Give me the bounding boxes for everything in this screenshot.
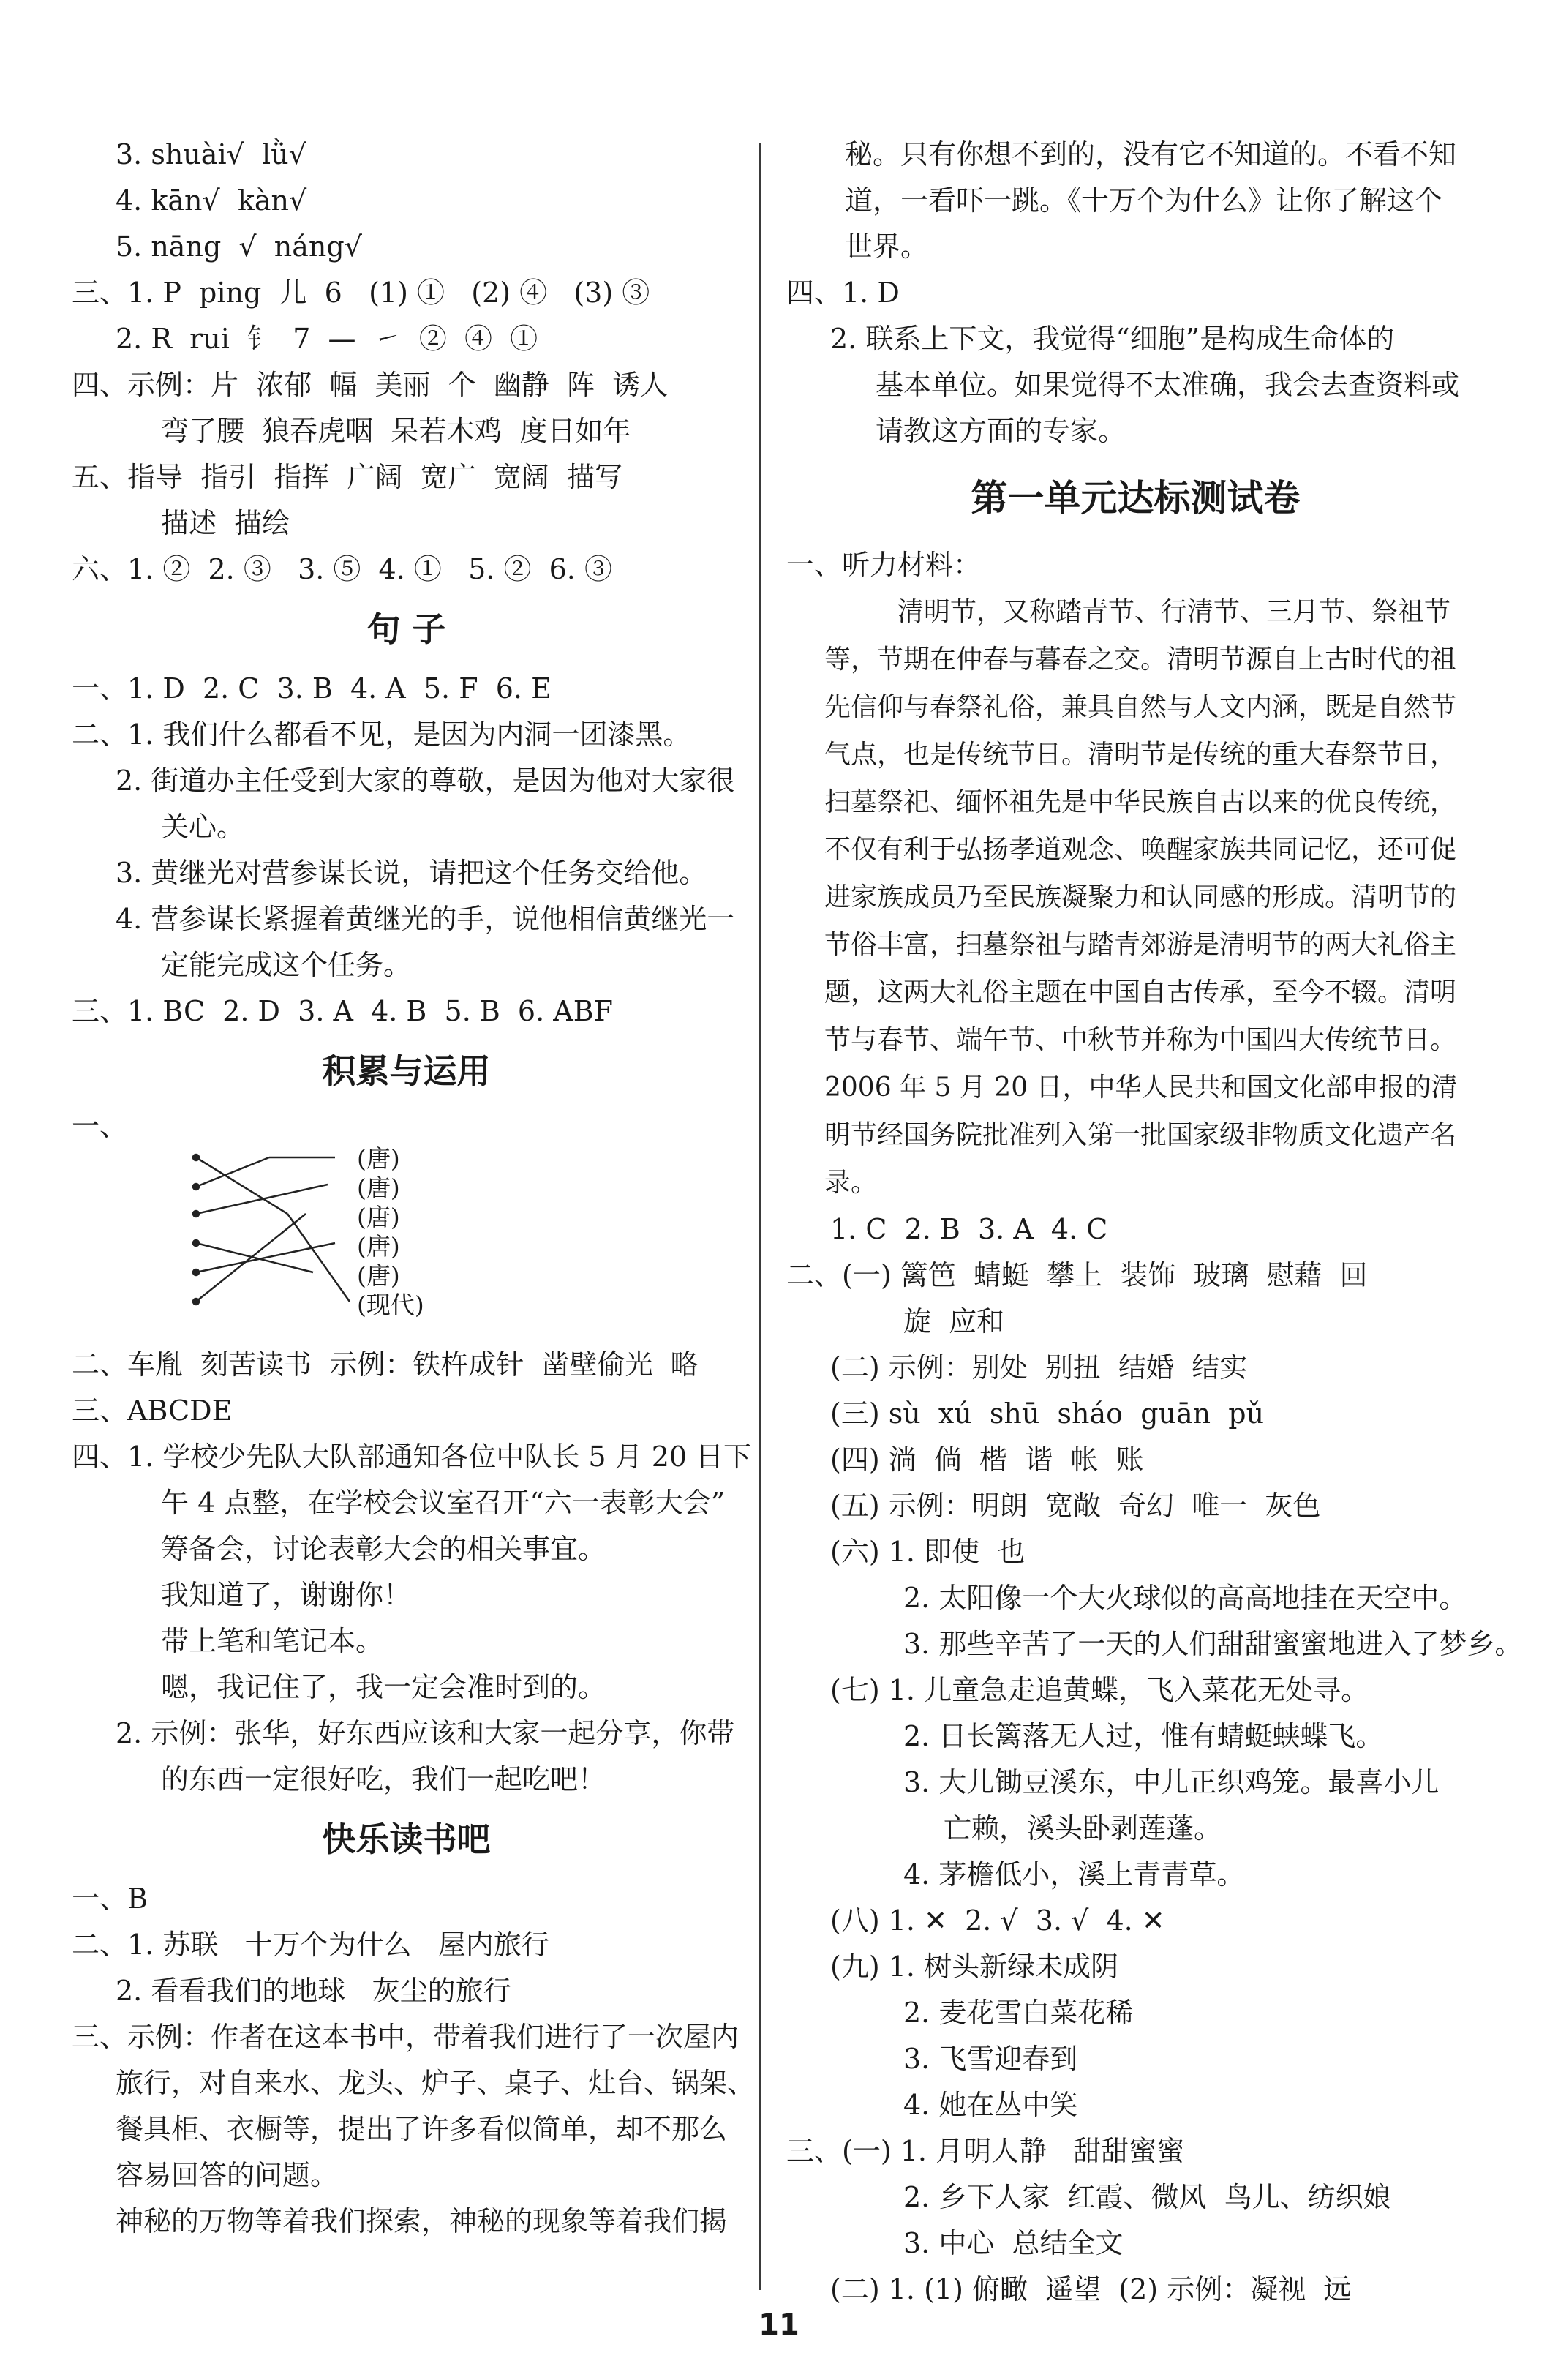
right-column [786, 132, 1523, 2313]
section-heading-accumulation: 积累与运用 [322, 1051, 491, 1091]
section-heading-unit-test: 第一单元达标测试卷 [971, 477, 1301, 519]
dynasty-label: (现代) [357, 1291, 424, 1319]
answer-line: 我知道了，谢谢你！ [161, 1579, 412, 1611]
match-dot [193, 1269, 199, 1275]
match-line [287, 1214, 350, 1302]
match-line [196, 1157, 287, 1214]
match-line [196, 1185, 328, 1214]
answer-line: 2. R rui 钅 7 — ㇀ ② ④ ① [116, 323, 538, 355]
answer-line: 2. 看看我们的地球 灰尘的旅行 [116, 1975, 511, 2007]
answer-line: 4. 营参谋长紧握着黄继光的手，说他相信黄继光一 [116, 903, 735, 935]
answer-line: 3. 大儿锄豆溪东，中儿正织鸡笼。最喜小儿 [903, 1766, 1440, 1798]
answer-line: 四、1. 学校少先队大队部通知各位中队长 5 月 20 日下 [72, 1441, 752, 1473]
dynasty-label: (唐) [357, 1174, 400, 1202]
answer-line: 四、1. D [786, 277, 900, 309]
answer-line: 一、B [72, 1882, 148, 1915]
column-divider [759, 143, 761, 2290]
answer-line: 餐具柜、衣橱等，提出了许多看似简单，却不那么 [116, 2113, 728, 2145]
answer-line: (三) sù xú shū sháo guān pǔ [830, 1397, 1265, 1430]
answer-line: 四、示例：片 浓郁 幅 美丽 个 幽静 阵 诱人 [72, 369, 669, 401]
answer-line: 旋 应和 [903, 1305, 1005, 1337]
answer-line: (五) 示例：明朗 宽敞 奇幻 唯一 灰色 [830, 1490, 1321, 1522]
answer-line: 4. 茅檐低小，溪上青青草。 [903, 1858, 1245, 1891]
answer-line: 2. 乡下人家 红霞、微风 鸟儿、纺织娘 [903, 2181, 1391, 2213]
answer-line: 2. 麦花雪白菜花稀 [903, 1997, 1134, 2029]
answer-line: 4. 她在丛中笑 [903, 2089, 1078, 2121]
answer-line: 神秘的万物等着我们探索，神秘的现象等着我们揭 [116, 2205, 728, 2237]
answer-line: (二) 示例：别处 别扭 结婚 结实 [830, 1351, 1248, 1384]
section-heading-reading: 快乐读书吧 [322, 1820, 491, 1859]
match-dot [193, 1299, 199, 1305]
answer-line: 定能完成这个任务。 [161, 949, 412, 981]
answer-line: 一、1. D 2. C 3. B 4. A 5. F 6. E [72, 672, 552, 705]
answer-line: 2. 街道办主任受到大家的尊敬，是因为他对大家很 [116, 765, 735, 797]
listening-material-text: 清明节，又称踏青节、行清节、三月节、祭祖节等，节期在仲春与暮春之交。清明节源自上古时代的祖先信仰与春祭礼俗，兼具自然与人文内涵，既是自然节气点，也是传统节日。清明节是传统的重大春祭节日，扫墓祭祀、缅怀祖先是中华民族自古以来的优良传统，不仅有利于弘扬孝道观念、唤醒家族共同记忆，还可促进家族成员乃至民族凝聚力和认同感的形成。清明节的节俗丰富，扫墓祭祖与踏青郊游是清明节的两大礼俗主题，这两大礼俗主题在中国自古传承，至今不辍。清明节与春节、端午节、中秋节并称为中国四大传统节日。2006 年 5 月 20 日，中华人民共和国文化部申报的清明节经国务院批准列入第一批国家级非物质文化遗产名录。 [824, 597, 1458, 1198]
match-dot [193, 1184, 199, 1190]
answer-line: (九) 1. 树头新绿未成阴 [830, 1951, 1119, 1983]
answer-line: 世界。 [845, 230, 929, 263]
match-dot [193, 1155, 199, 1160]
answer-line: 二、1. 苏联 十万个为什么 屋内旅行 [72, 1929, 549, 1961]
answer-line: 五、指导 指引 指挥 广阔 宽广 宽阔 描写 [72, 461, 622, 493]
answer-line: 三、1. P ping 儿 6 (1) ① (2) ④ (3) ③ [72, 277, 650, 309]
answer-line: 弯了腰 狼吞虎咽 呆若木鸡 度日如年 [161, 415, 631, 447]
answer-line: 容易回答的问题。 [116, 2159, 339, 2191]
answer-line: (八) 1. ✕ 2. √ 3. √ 4. ✕ [830, 1904, 1165, 1937]
section-heading-sentence: 句 子 [366, 609, 446, 649]
answer-line: 3. 中心 总结全文 [903, 2227, 1124, 2259]
poem-matching-diagram [116, 1144, 741, 1342]
answer-line: 嗯，我记住了，我一定会准时到的。 [161, 1671, 606, 1703]
answer-line: 关心。 [161, 811, 245, 843]
answer-line: 带上笔和笔记本。 [161, 1625, 384, 1657]
answer-line: 请教这方面的专家。 [876, 415, 1126, 447]
answer-line: 2. 太阳像一个大火球似的高高地挂在天空中。 [903, 1582, 1467, 1614]
answer-line: 描述 描绘 [161, 507, 290, 539]
answer-line: 六、1. ② 2. ③ 3. ⑤ 4. ① 5. ② 6. ③ [72, 553, 612, 585]
answer-line: 三、1. BC 2. D 3. A 4. B 5. B 6. ABF [72, 995, 613, 1027]
answer-line: 3. 那些辛苦了一天的人们甜甜蜜蜜地进入了梦乡。 [903, 1628, 1523, 1660]
answer-line: 的东西一定很好吃，我们一起吃吧！ [161, 1763, 606, 1795]
answer-line: 2. 联系上下文，我觉得“细胞”是构成生命体的 [830, 323, 1395, 355]
answer-line: 3. shuài√ lǜ√ [116, 138, 306, 170]
left-column [72, 132, 756, 2245]
dynasty-label: (唐) [357, 1144, 400, 1173]
answer-line: 二、(一) 篱笆 蜻蜓 攀上 装饰 玻璃 慰藉 回 [786, 1259, 1368, 1291]
dynasty-label: (唐) [357, 1232, 400, 1261]
poem-matching-label: 一、 [72, 1110, 128, 1142]
answer-line: 二、车胤 刻苦读书 示例：铁杵成针 凿壁偷光 略 [72, 1348, 699, 1381]
answer-line: 三、(一) 1. 月明人静 甜甜蜜蜜 [786, 2135, 1185, 2167]
answer-line: 3. 黄继光对营参谋长说，请把这个任务交给他。 [116, 857, 707, 889]
answer-line: 3. 飞雪迎春到 [903, 2043, 1078, 2075]
dynasty-label: (唐) [357, 1203, 400, 1231]
page-number: 11 [759, 2308, 799, 2342]
answer-line: 旅行，对自来水、龙头、炉子、桌子、灶台、锅架、 [116, 2067, 756, 2099]
answer-line: 2. 日长篱落无人过，惟有蜻蜓蛱蝶飞。 [903, 1720, 1384, 1752]
answer-line: 4. kān√ kàn√ [116, 184, 307, 217]
match-dot [193, 1240, 199, 1246]
answer-line: 2. 示例：张华，好东西应该和大家一起分享，你带 [116, 1717, 735, 1749]
answer-line: (六) 1. 即使 也 [830, 1536, 1026, 1568]
answer-line: 午 4 点整，在学校会议室召开“六一表彰大会” [161, 1487, 726, 1519]
answer-line: (二) 1. (1) 俯瞰 遥望 (2) 示例：凝视 远 [830, 2273, 1352, 2305]
answer-line: 三、示例：作者在这本书中，带着我们进行了一次屋内 [72, 2021, 740, 2053]
match-line [196, 1157, 269, 1187]
answer-line: 亡赖，溪头卧剥莲蓬。 [944, 1812, 1222, 1844]
answer-line: 二、1. 我们什么都看不见，是因为内洞一团漆黑。 [72, 718, 691, 751]
answer-line: 三、ABCDE [72, 1394, 233, 1427]
answer-line: 1. C 2. B 3. A 4. C [830, 1213, 1108, 1245]
match-dot [193, 1211, 199, 1217]
answer-line: 道，一看吓一跳。《十万个为什么》让你了解这个 [845, 184, 1443, 217]
answer-line: (七) 1. 儿童急走追黄蝶，飞入菜花无处寻。 [830, 1674, 1369, 1706]
listening-label: 一、听力材料： [786, 549, 982, 581]
match-line [196, 1214, 306, 1302]
dynasty-label: (唐) [357, 1261, 400, 1290]
answer-line: 筹备会，讨论表彰大会的相关事宜。 [161, 1533, 606, 1565]
answer-line: 秘。只有你想不到的，没有它不知道的。不看不知 [845, 138, 1457, 170]
answer-line: (四) 淌 倘 楷 谐 帐 账 [830, 1444, 1144, 1476]
answer-line: 基本单位。如果觉得不太准确，我会去查资料或 [876, 369, 1460, 401]
answer-line: 5. nāng √ náng√ [116, 230, 362, 263]
